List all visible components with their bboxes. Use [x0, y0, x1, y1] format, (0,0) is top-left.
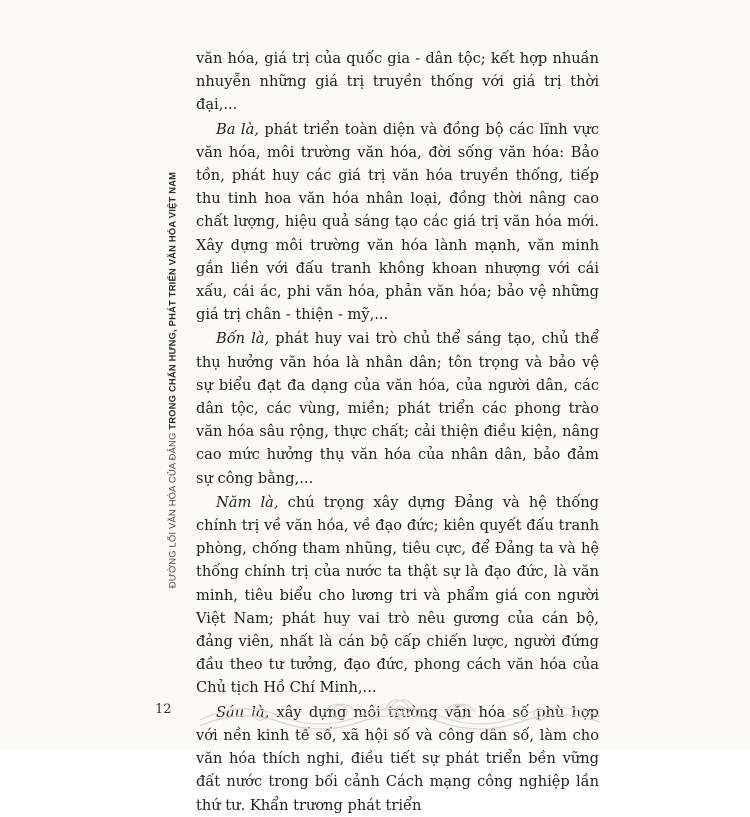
- paragraph-lead: Bốn là,: [216, 330, 270, 348]
- paragraph-text: xây dựng môi trường văn hóa số phù hợp với nền kinh tế số, xã hội số và công dân số, làm cho văn hóa thích nghi, điều tiết sự phát triển bền vững đất nước trong bối cảnh Cách mạng công nghiệp lần thứ tư. Khẩn trương phát triển: [196, 703, 599, 814]
- paragraph-lead: Ba là,: [216, 120, 259, 138]
- paragraph-text: phát triển toàn diện và đồng bộ các lĩnh vực văn hóa, môi trường văn hóa, đời sống văn hóa: Bảo tồn, phát huy các giá trị văn hóa truyền thống, tiếp thu tinh hoa văn hóa nhân loại, đồng thời nâng cao chất lượng, hiệu quả sáng tạo các giá trị văn hóa mới. Xây dựng môi trường văn hóa lành mạnh, văn minh gắn liền với đấu tranh không khoan nhượng với cái xấu, cái ác, phi văn hóa, phản văn hóa; bảo vệ những giá trị chân - thiện - mỹ,...: [196, 120, 599, 324]
- paragraph-text: chú trọng xây dựng Đảng và hệ thống chính trị về văn hóa, về đạo đức; kiên quyết đấu tranh phòng, chống tham nhũng, tiêu cực, để Đảng ta và hệ thống chính trị của nước ta thật sự là đạo đức, là văn minh, tiêu biểu cho lương tri và phẩm giá con người Việt Nam; phát huy vai trò nêu gương của cán bộ, đảng viên, nhất là cán bộ cấp chiến lược, người đứng đầu theo tư tưởng, đạo đức, phong cách văn hóa của Chủ tịch Hồ Chí Minh,...: [196, 493, 599, 697]
- running-header-title: TRONG CHẤN HƯNG, PHÁT TRIỂN VĂN HÓA VIỆT NAM: [166, 171, 178, 430]
- paragraph-2: [196, 118, 599, 327]
- paragraph-1: [196, 47, 599, 117]
- paragraph-lead: Năm là,: [216, 493, 279, 511]
- page-number: 12: [155, 702, 172, 717]
- paragraph-4: [196, 491, 599, 700]
- floral-ornament: [200, 690, 600, 730]
- paragraph-3: [196, 327, 599, 489]
- paragraph-text: phát huy vai trò chủ thể sáng tạo, chủ thể thụ hưởng văn hóa là nhân dân; tôn trọng và bảo vệ sự biểu đạt đa dạng của văn hóa, của người dân, các dân tộc, các vùng, miền; phát triển các phong trào văn hóa sâu rộng, thực chất; cải thiện điều kiện, nâng cao mức hưởng thụ văn hóa của nhân dân, bảo đảm sự công bằng,...: [196, 330, 599, 487]
- running-header-prefix: ĐƯỜNG LỐI VĂN HÓA CỦA ĐẢNG: [166, 432, 178, 589]
- paragraph-lead: Sáu là,: [216, 703, 270, 721]
- paragraph-text: văn hóa, giá trị của quốc gia - dân tộc; kết hợp nhuần nhuyễn những giá trị truyền thống với giá trị thời đại,...: [196, 50, 599, 114]
- running-header: [167, 172, 178, 588]
